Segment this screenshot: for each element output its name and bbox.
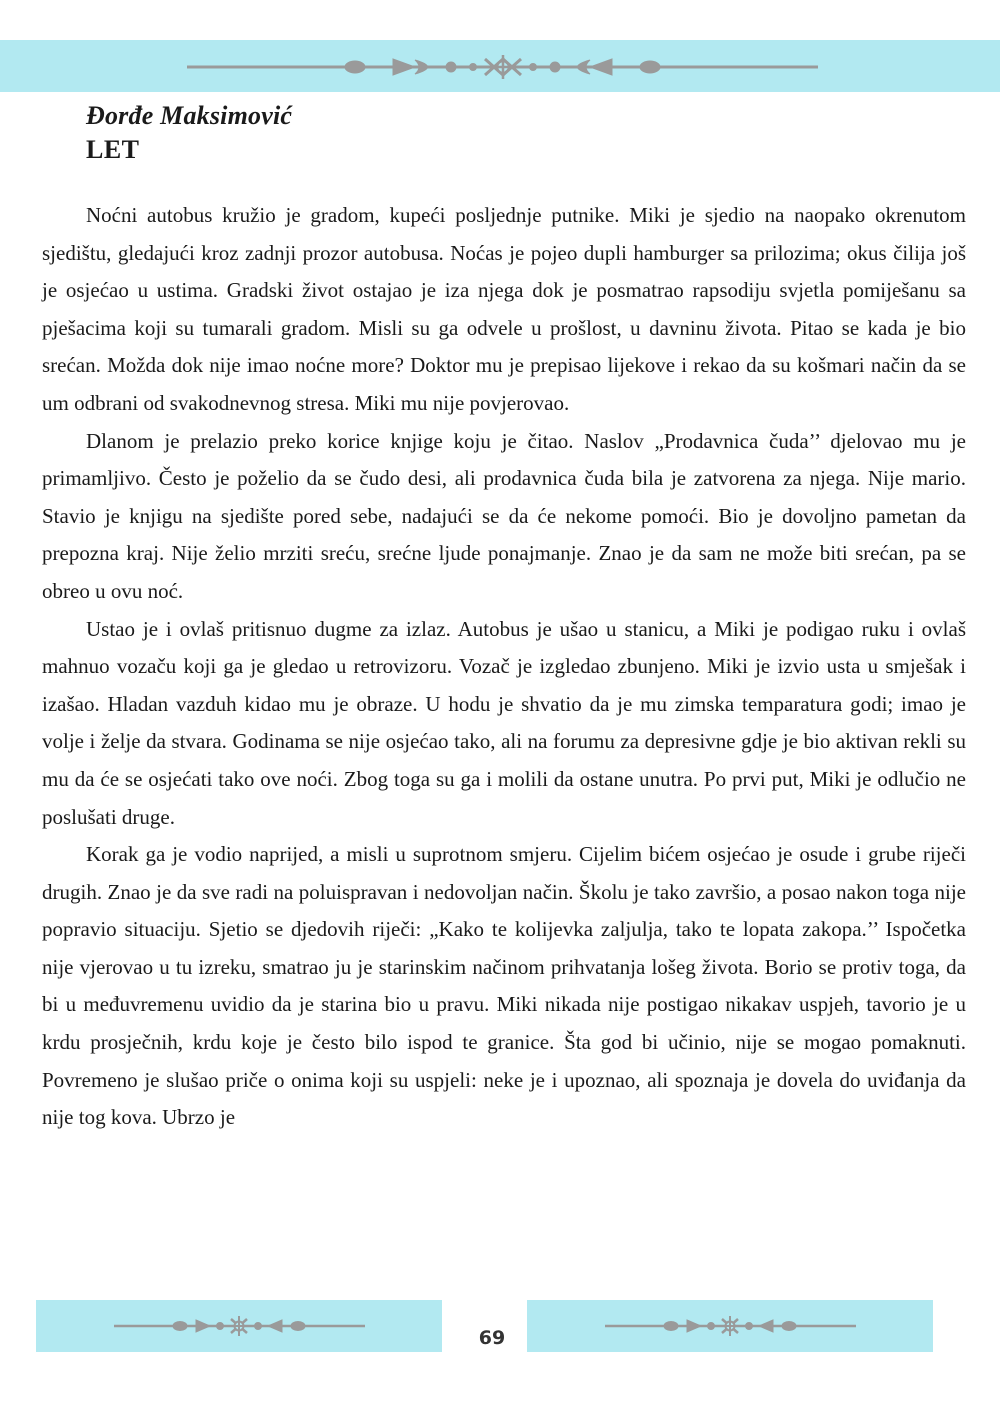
paragraph: Noćni autobus kružio je gradom, kupeći posljednje putnike. Miki je sjedio na naopako okrenutom sjedištu, gledajući kroz zadnji prozor autobusa. Noćas je pojeo dupli hamburger sa prilozima; okus čilija još je osjećao u ustima. Gradski život ostajao je iza njega dok je posmatrao rapsodiju svjetla pomiješanu sa pješacima koji su tumarali gradom. Misli su ga odvele u prošlost, u davninu života. Pitao se kada je bio srećan. Možda dok nije imao noćne more? Doktor mu je prepisao lijekove i rekao da su košmari način da se um odbrani od svakodnevnog stresa. Miki mu nije povjerovao. xyxy=(42,203,966,415)
story-title: LET xyxy=(86,135,140,164)
paragraph: Korak ga je vodio naprijed, a misli u suprotnom smjeru. Cijelim bićem osjećao je osude i grube riječi drugih. Znao je da sve radi na poluispravan i nedovoljan način. Školu je tako završio, a posao nakon toga nije popravio situaciju. Sjetio se djedovih riječi: „Kako te kolijevka zaljulja, tako te lopata zakopa.’’ Ispočetka nije vjerovao u tu izreku, smatrao ju je starinskim načinom prihvatanja lošeg života. Borio se protiv toga, da bi u međuvremenu uvidio da je starina bio u pravu. Miki nikada nije postigao nikakav uspjeh, tavorio je u krdu prosječnih, krdu koje je često bilo ispod te granice. Šta god bi učinio, nije se mogao pomaknuti. Povremeno je slušao priče o onima koji su uspjeli: neke je i upoznao, ali spoznaja je dovela do uviđanja da nije tog kova. Ubrzo je xyxy=(42,842,966,1130)
paragraph: Ustao je i ovlaš pritisnuo dugme za izlaz. Autobus je ušao u stanicu, a Miki je podigao ruku i ovlaš mahnuo vozaču koji ga je gledao u retrovizoru. Vozač je izgledao zbunjeno. Miki je izvio usta u smješak i izašao. Hladan vazduh kidao mu je obraze. U hodu je shvatio da je mu zimska temparatura godi; imao je volje i želje da stvara. Godinama se nije osjećao tako, ali na forumu za depresivne gdje je bio aktivan rekli su mu da će se osjećati tako ove noći. Zbog toga su ga i molili da ostane unutra. Po prvi put, Miki je odlučio ne poslušati druge. xyxy=(42,616,966,829)
author-name: Đorđe Maksimović xyxy=(86,101,293,130)
floral-divider-icon xyxy=(112,1314,367,1338)
paragraph: Dlanom je prelazio preko korice knjige koju je čitao. Naslov „Prodavnica čuda’’ djelovao mu je primamljivo. Često je poželio da se čudo desi, ali prodavnica čuda bila je zatvorena za njega. Nije mario. Stavio je knjigu na sjedište pored sebe, nadajući se da će nekome pomoći. Bio je dovoljno pametan da prepozna kraj. Nije želio mrziti sreću, srećne ljude ponajmanje. Znao je da sam ne može biti srećan, pa se obreo u ovu noć. xyxy=(42,428,966,603)
floral-divider-icon xyxy=(185,54,820,80)
story-body xyxy=(42,197,966,1137)
floral-divider-icon xyxy=(603,1314,858,1338)
page-number: 69 xyxy=(478,1327,506,1349)
